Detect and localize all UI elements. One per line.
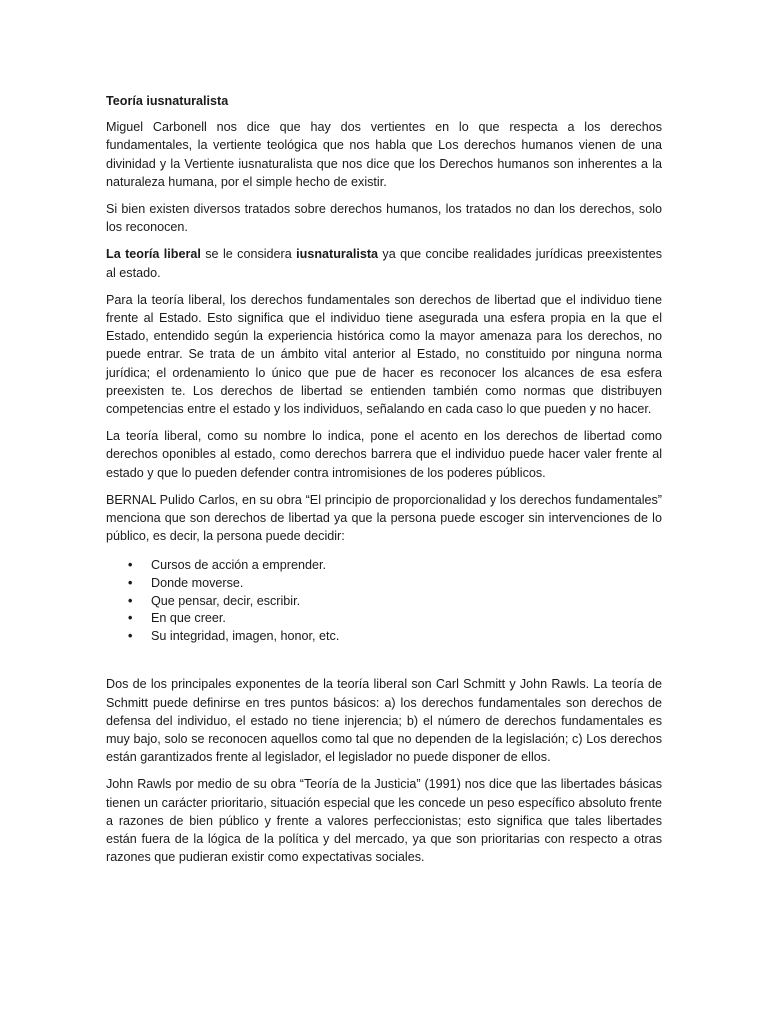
list-item-text: Cursos de acción a emprender. [151, 558, 327, 573]
paragraph-carbonell: Miguel Carbonell nos dice que hay dos vertientes en lo que respecta a los derechos fundamentales, la vertiente teológica que nos habla que Los derechos humanos vienen de una divinidad y la Vertiente iusnaturalista que nos dice que los Derechos humanos son inherentes a la naturaleza humana, por el simple hecho de existir. [106, 120, 662, 189]
paragraph-teoria-liberal [106, 245, 662, 281]
bullet-icon: • [128, 576, 133, 591]
list-item [106, 610, 662, 628]
paragraph-schmitt-rawls: Dos de los principales exponentes de la teoría liberal son Carl Schmitt y John Rawls. La teoría de Schmitt puede definirse en tres puntos básicos: a) los derechos fundamentales son derechos de defensa del individuo, el estado no tiene injerencia; b) el número de derechos fundamentales es muy bajo, solo se reconocen aquellos como tal que no dependen de la legislación; c) Los derechos están garantizados frente al legislador, el legislador no puede disponer de ellos. [106, 677, 662, 765]
list-item-text: Su integridad, imagen, honor, etc. [151, 628, 340, 643]
paragraph-derechos-libertad: Para la teoría liberal, los derechos fundamentales son derechos de libertad que el individuo tiene frente al Estado. Esto significa que el individuo tiene asegurada una esfera propia en la que el Estado, entendido según la experiencia histórica como la mayor amenaza para los derechos, no puede entrar. Se trata de un ámbito vital anterior al Estado, no constituido por ninguna norma jurídica; el ordenamiento lo único que pue de hacer es reconocer los alcances de esa esfera preexisten te. Los derechos de libertad se entienden también como normas que distribuyen competencias entre el estado y los individuos, señalando en cada caso lo que pueden y no hacer. [106, 292, 662, 417]
document-title: Teoría iusnaturalista [106, 94, 229, 108]
bullet-icon: • [128, 611, 133, 626]
list-item [106, 593, 662, 611]
term-iusnaturalista: iusnaturalista [296, 247, 379, 262]
list-item-text: Donde moverse. [151, 576, 244, 591]
author-bernal: BERNAL [106, 492, 156, 507]
paragraph-bernal-text: Pulido Carlos, en su obra “El principio de proporcionalidad y los derechos fundamentales” menciona que son derechos de libertad ya que la persona puede escoger sin intervenciones de lo público, es decir, la persona puede decidir: [106, 492, 662, 544]
paragraph-tratados: Si bien existen diversos tratados sobre derechos humanos, los tratados no dan los derechos, solo los reconocen. [106, 202, 662, 235]
list-item-text: En que creer. [151, 611, 226, 626]
bullet-icon: • [128, 558, 133, 573]
list-item [106, 557, 662, 575]
bullet-icon: • [128, 628, 133, 643]
paragraph-rawls-justicia: John Rawls por medio de su obra “Teoría de la Justicia” (1991) nos dice que las libertades básicas tienen un carácter prioritario, situación especial que les concede un peso específico absoluto frente a razones de bien público y frente a valores perfeccionistas; esto significa que tales libertades están fuera de la lógica de la política y del mercado, ya que son prioritarias con respecto a otras razones que pudieran existir como expectativas sociales. [106, 777, 662, 865]
paragraph-teoria-liberal-text-end: ya que concibe realidades jurídicas preexistentes al estado. [106, 247, 662, 280]
decisions-list [106, 557, 662, 645]
list-item-text: Que pensar, decir, escribir. [151, 593, 301, 608]
paragraph-bernal [106, 491, 662, 546]
list-item [106, 628, 662, 646]
list-item [106, 575, 662, 593]
bullet-icon: • [128, 593, 133, 608]
paragraph-acento-libertad: La teoría liberal, como su nombre lo indica, pone el acento en los derechos de libertad como derechos oponibles al estado, como derechos barrera que el individuo puede hacer valer frente al estado y que lo pueden defender contra intromisiones de los poderes públicos. [106, 429, 662, 480]
term-teoria-liberal: La teoría liberal [106, 247, 201, 262]
paragraph-teoria-liberal-text: se le considera [200, 247, 297, 262]
